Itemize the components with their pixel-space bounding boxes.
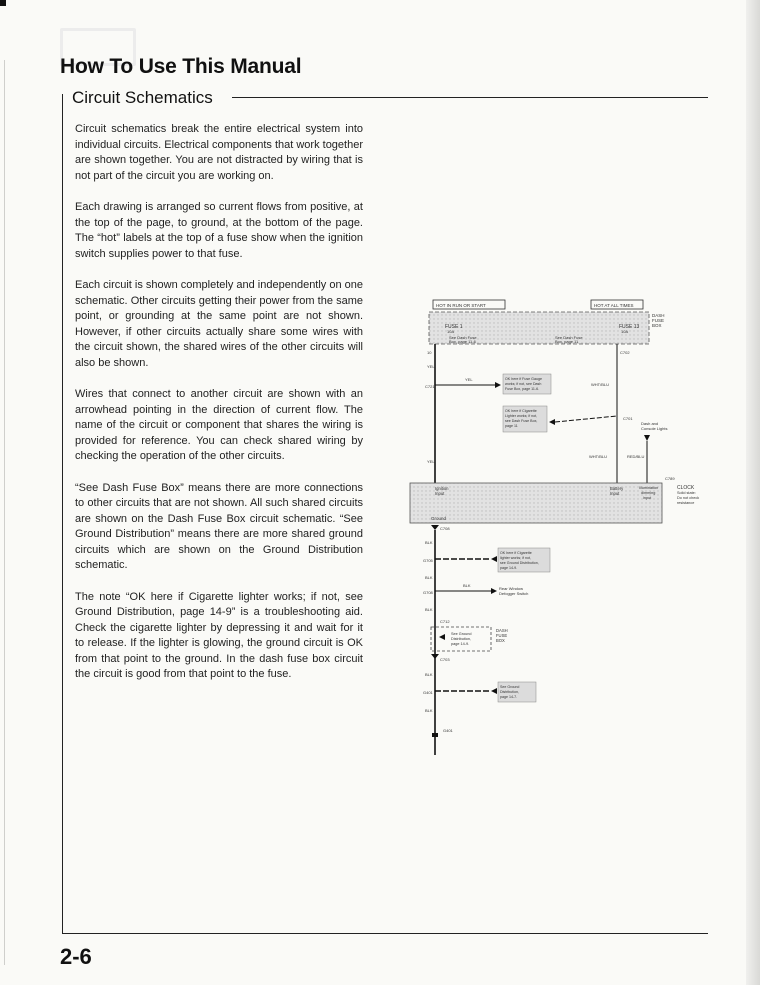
page-number: 2-6 [60,944,92,969]
dash-fuse-box-2-label-1: DASH [496,628,508,633]
paragraph-troubleshooting-note: The note “OK here if Cigarette lighter works; if not, see Ground Distribution, page 14-9” is a troubleshooting aid. Check the cigarette lighter by depressing it and wait for it to release. If the lighter is glowing, the ground circuit is OK from that point to the ground. In the dash fuse box circuit the circuit is good from that point to the fuse. [75,590,363,680]
see-ground-last-3: page 14-7. [500,695,518,699]
see-dash-fuse-left-1: See Dash Fuse [449,335,477,340]
dash-console-label-2: Console Lights [641,426,668,431]
fuse1-rating: 10A [447,329,455,334]
paragraph-see-dash-fuse-box: “See Dash Fuse Box” means there are more connections to other circuits that are not shown. All such shared circuits are shown on the Dash Fuse Box circuit schematic. “See Ground Distribution” means there are more shared ground circuits which are shown on the Ground Distribution schematic. [75,481,363,571]
clock-note-3: resistance [677,501,695,505]
wire-blk-label-4: BLK [425,607,433,612]
fuse1-label: FUSE 1 [445,324,463,330]
paragraph-independent-circuits: Each circuit is shown completely and independently on one schematic. Other circuits getting their power from the same point, or grounding at the same point are not shown. However, if other circuits actually share some wires with the circuit shown, the shared wires of the other circuits will also be shown. [75,279,364,369]
ground-g401-label: G401 [443,728,453,733]
dash-fuse-box-label-1: DASH [652,313,665,318]
paragraph-schematics-intro: Circuit schematics break the entire electrical system into individual circuits. Electrical components that work together are shown together. You are not distracted by wiring that is not part of the circuit you are working on. [75,123,363,182]
wire-yel-label: YEL [427,364,435,369]
section-rule [232,97,708,98]
clock-illumination-1: Illumination [639,486,659,490]
scan-right-edge [746,0,760,985]
paragraph-current-flow: Each drawing is arranged so current flows from positive, at the top of the page, to ground, at the bottom of the page. The “hot” labels at the top of a fuse show when the ignition switch supplies power to that fuse. [75,201,363,260]
connector-10: 10 [427,350,432,355]
dash-fuse-box-label-3: BOX [652,323,662,328]
wire-blk-label-2: BLK [425,575,433,580]
cig-lighter-note-4: page 11 [505,424,518,428]
see-dash-fuse-left-2: Box, page 11-6 [449,339,476,344]
connector-c721: C721 [425,384,435,389]
connector-c701: C701 [623,416,633,421]
fuse13-label: FUSE 13 [619,324,640,330]
wire-yel-label-2: YEL [465,377,473,382]
section-title: Circuit Schematics [72,88,221,108]
connector-g705: G705 [423,558,433,563]
cig-lighter-wire [555,416,617,422]
cig-ground-note-4: page 14-9. [500,566,518,570]
footer-rule [62,933,708,934]
rear-window-label-1: Rear Window [499,586,524,591]
cig-ground-arrow [491,556,497,562]
wire-blk-label-6: BLK [425,708,433,713]
connector-c702: C702 [620,350,630,355]
clock-ignition-input-2: Input [435,491,445,496]
ground-terminal [432,733,438,737]
dash-console-label-1: Dash and [641,421,659,426]
scan-left-edge [4,60,5,965]
connector-g401: G401 [423,690,433,695]
cig-ground-note-2: lighter works; if not, [500,556,531,560]
wire-blk-label-1: BLK [425,540,433,545]
hot-run-start-label: HOT IN RUN OR START [436,303,486,308]
dash-fuse-box-2-label-3: BOX [496,638,505,643]
cig-lighter-note-2: Lighter works; if not, [505,414,538,418]
wire-wht-blu-label-2: WHT/BLU [589,454,607,459]
connector-g708: G708 [423,590,433,595]
see-dash-fuse-right-2: Box, page 11 [555,339,579,344]
see-ground-last-1: See Ground [500,685,520,689]
dash-lights-arrow [644,435,650,441]
fuse-gauge-arrow [495,382,501,388]
clock-battery-input-1: Battery [610,486,624,491]
dash-fuse-box-2-label-2: FUSE [496,633,508,638]
dash-fuse-box-label-2: FUSE [652,318,665,323]
fuse-gauge-note-1: OK here if Fuse Gauge [505,377,542,381]
cig-lighter-note-3: see Dash Fuse Box, [505,419,538,423]
see-ground-box-3: page 14-9. [451,642,470,646]
page-title: How To Use This Manual [60,55,302,78]
clock-note-1: Solid state: [677,491,696,495]
section-bracket-line [62,94,63,934]
cig-ground-note-1: OK here if Cigarette [500,551,532,555]
clock-illumination-2: dimming [641,491,656,495]
scan-corner-mark [0,0,6,6]
clock-note-2: Do not check [677,496,700,500]
rear-window-label-2: Defogger Switch [499,591,529,596]
body-text-column [75,122,363,699]
see-dash-fuse-right-1: See Dash Fuse [555,335,583,340]
c703-connector-arrow [431,654,439,659]
fuse-gauge-note-3: Fuse Box, page 11-6. [505,387,540,391]
connector-c712: C712 [440,619,450,624]
fuse-gauge-note-2: works; if not, see Dash [505,382,542,386]
schematic-drawing [405,290,705,760]
g401-arrow [491,688,497,694]
defogger-arrow [491,588,497,594]
wire-red-blu-label: RED/BLU [627,454,645,459]
connector-c789: C789 [665,476,675,481]
see-ground-last-2: Distribution, [500,690,519,694]
circuit-schematic-example [405,290,705,760]
clock-ground-label: Ground [431,516,447,521]
see-ground-box-1: See Ground [451,632,472,636]
clock-ignition-input-1: Ignition [435,486,449,491]
see-ground-box-2: Distribution, [451,637,472,641]
connector-c708: C708 [440,526,450,531]
paragraph-arrowhead-wires: Wires that connect to another circuit are shown with an arrowhead pointing in the direction of current flow. The name of the circuit or component that shares the wiring is provided for reference. You can check shared wiring by checking the operation of the other circuits. [75,388,363,462]
fuse13-rating: 10A [621,329,629,334]
clock-battery-input-2: Input [610,491,620,496]
cig-ground-note-3: see Ground Distribution, [500,561,539,565]
cig-lighter-arrow [549,419,555,425]
wire-wht-blu-label: WHT/BLU [591,382,609,387]
wire-blk-label-5: BLK [425,672,433,677]
wire-yel-label-3: YEL [427,459,435,464]
hot-all-times-label: HOT AT ALL TIMES [594,303,634,308]
connector-c703: C703 [440,657,450,662]
ground-connector-arrow [431,525,439,530]
wire-blk-label-3: BLK [463,583,471,588]
see-ground-arrow [439,634,445,640]
cig-lighter-note-1: OK here if Cigarette [505,409,537,413]
clock-label: CLOCK [677,485,695,491]
clock-illumination-3: input [643,496,652,500]
